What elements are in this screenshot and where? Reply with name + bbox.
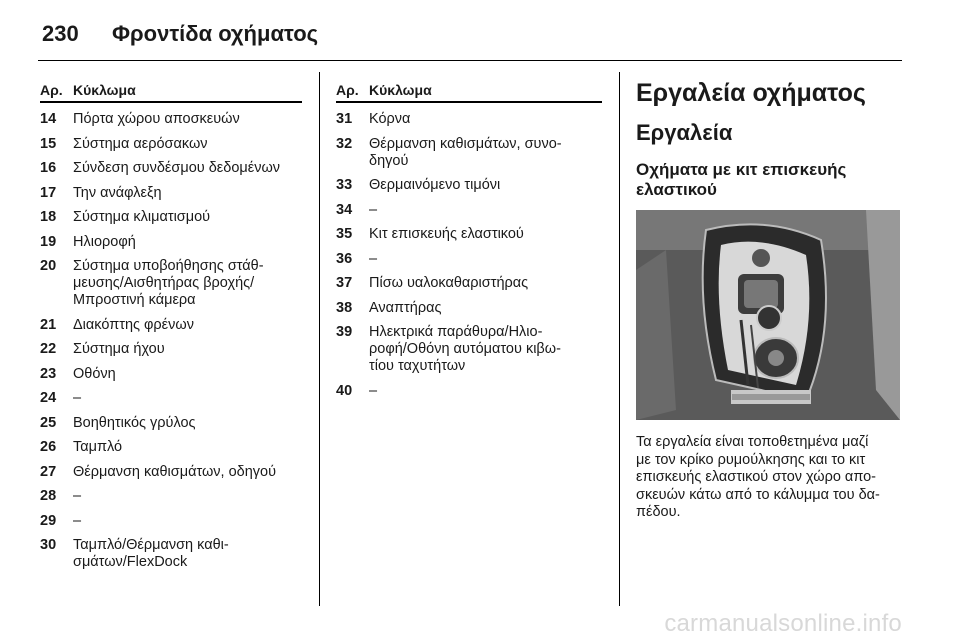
tools-section (636, 78, 902, 522)
circuit-name: Κόρνα (369, 111, 411, 127)
circuit-name: Κιτ επισκευής ελαστικού (369, 226, 524, 242)
fuse-number: 26 (40, 439, 57, 455)
fuse-number: 35 (336, 226, 353, 242)
fuse-number: 22 (40, 341, 57, 357)
table-row (40, 415, 302, 432)
circuit-name: Διακόπτης φρένων (73, 316, 194, 333)
table-rows (336, 111, 602, 400)
circuit-name: – (73, 512, 82, 529)
table-row (336, 177, 602, 194)
fuse-number: 19 (40, 233, 57, 250)
circuit-name: Θερμαινόμενο τιμόνι (369, 177, 501, 193)
circuit-name: Θέρμανση καθισμάτων, συνο- δηγού (369, 135, 562, 169)
circuit-name: Οθόνη (73, 365, 116, 382)
table-row (336, 202, 602, 219)
table-row (336, 136, 602, 170)
circuit-name: Σύστημα ήχου (73, 341, 165, 357)
column-header-number: Αρ. (336, 82, 359, 98)
watermark: carmanualsonline.info (664, 610, 902, 637)
table-row (40, 390, 302, 407)
table-row (40, 136, 302, 153)
section-title: Εργαλεία οχήματος (636, 79, 866, 107)
circuit-name: – (369, 201, 378, 218)
table-row (40, 439, 302, 456)
fuse-number: 32 (336, 135, 353, 152)
circuit-name: Πόρτα χώρου αποσκευών (73, 111, 240, 127)
table-row (40, 513, 302, 530)
table-row (40, 537, 302, 571)
table-row (40, 317, 302, 334)
fuse-number: 21 (40, 316, 57, 333)
table-row (336, 383, 602, 400)
table-rows (40, 111, 302, 571)
circuit-name: Σύνδεση συνδέσμου δεδομένων (73, 160, 281, 176)
circuit-name: Σύστημα αερόσακων (73, 135, 208, 152)
fuse-number: 30 (40, 537, 57, 553)
table-header (40, 82, 302, 103)
column-divider-1 (319, 72, 320, 606)
table-row (40, 488, 302, 505)
fuse-number: 17 (40, 184, 57, 201)
fuse-number: 31 (336, 111, 353, 127)
table-row (336, 251, 602, 268)
header-rule (38, 60, 902, 61)
trunk-tools-photo (636, 210, 900, 420)
fuse-number: 20 (40, 258, 57, 274)
circuit-name: Ταμπλό/Θέρμανση καθι- σμάτων/FlexDock (73, 537, 229, 570)
circuit-name: – (73, 488, 82, 504)
fuse-number: 37 (336, 275, 353, 291)
table-row (40, 464, 302, 481)
fuse-table-left (40, 82, 302, 579)
table-row (40, 111, 302, 128)
table-row (336, 275, 602, 292)
table-row (40, 160, 302, 177)
fuse-number: 15 (40, 135, 57, 152)
fuse-number: 24 (40, 390, 57, 406)
table-row (40, 209, 302, 226)
circuit-name: – (369, 382, 378, 399)
circuit-name: Ηλιοροφή (73, 233, 136, 250)
table-row (40, 234, 302, 251)
fuse-number: 29 (40, 512, 57, 529)
circuit-name: Θέρμανση καθισμάτων, οδηγού (73, 463, 277, 480)
tools-description: Τα εργαλεία είναι τοποθετημένα μαζί με τον κρίκο ρυμούλκησης και το κιτ επισκευής ελαστικού στον χώρο απο- σκευών κάτω από το κάλυμμα του δα- πέδου. (636, 434, 880, 520)
section-subtitle: Εργαλεία (636, 120, 733, 145)
column-header-circuit: Κύκλωμα (73, 82, 136, 98)
table-row (40, 185, 302, 202)
table-row (336, 111, 602, 128)
table-row (336, 300, 602, 317)
table-row (336, 226, 602, 243)
circuit-name: Βοηθητικός γρύλος (73, 414, 196, 431)
column-header-circuit: Κύκλωμα (369, 82, 432, 98)
fuse-number: 14 (40, 111, 57, 127)
table-header (336, 82, 602, 103)
page-title: Φροντίδα οχήματος (112, 21, 319, 46)
circuit-name: Σύστημα κλιματισμού (73, 209, 211, 225)
table-row (40, 258, 302, 309)
fuse-number: 40 (336, 382, 353, 399)
circuit-name: Ηλεκτρικά παράθυρα/Ηλιο- ροφή/Οθόνη αυτόματου κιβω- τίου ταχυτήτων (369, 324, 561, 374)
fuse-number: 23 (40, 365, 57, 382)
circuit-name: – (369, 250, 378, 267)
fuse-number: 16 (40, 160, 57, 176)
circuit-name: Ταμπλό (73, 439, 123, 455)
fuse-number: 39 (336, 324, 353, 340)
section-subsubtitle: Οχήματα με κιτ επισκευής ελαστικού (636, 160, 847, 199)
table-row (40, 366, 302, 383)
fuse-number: 34 (336, 201, 353, 218)
circuit-name: – (73, 390, 82, 406)
fuse-number: 36 (336, 250, 353, 267)
table-row (336, 324, 602, 375)
fuse-number: 18 (40, 209, 57, 225)
fuse-number: 38 (336, 299, 353, 316)
circuit-name: Την ανάφλεξη (73, 184, 162, 201)
page-header (42, 14, 902, 54)
fuse-number: 27 (40, 463, 57, 480)
fuse-number: 25 (40, 414, 57, 431)
fuse-number: 28 (40, 488, 57, 504)
fuse-number: 33 (336, 177, 353, 193)
circuit-name: Σύστημα υποβοήθησης στάθ- μευσης/Αισθητήρας βροχής/ Μπροστινή κάμερα (73, 258, 264, 308)
fuse-table-right (336, 82, 602, 407)
circuit-name: Πίσω υαλοκαθαριστήρας (369, 275, 529, 291)
circuit-name: Αναπτήρας (369, 299, 442, 316)
table-row (40, 341, 302, 358)
column-divider-2 (619, 72, 620, 606)
column-header-number: Αρ. (40, 82, 63, 98)
page-number: 230 (42, 21, 79, 46)
